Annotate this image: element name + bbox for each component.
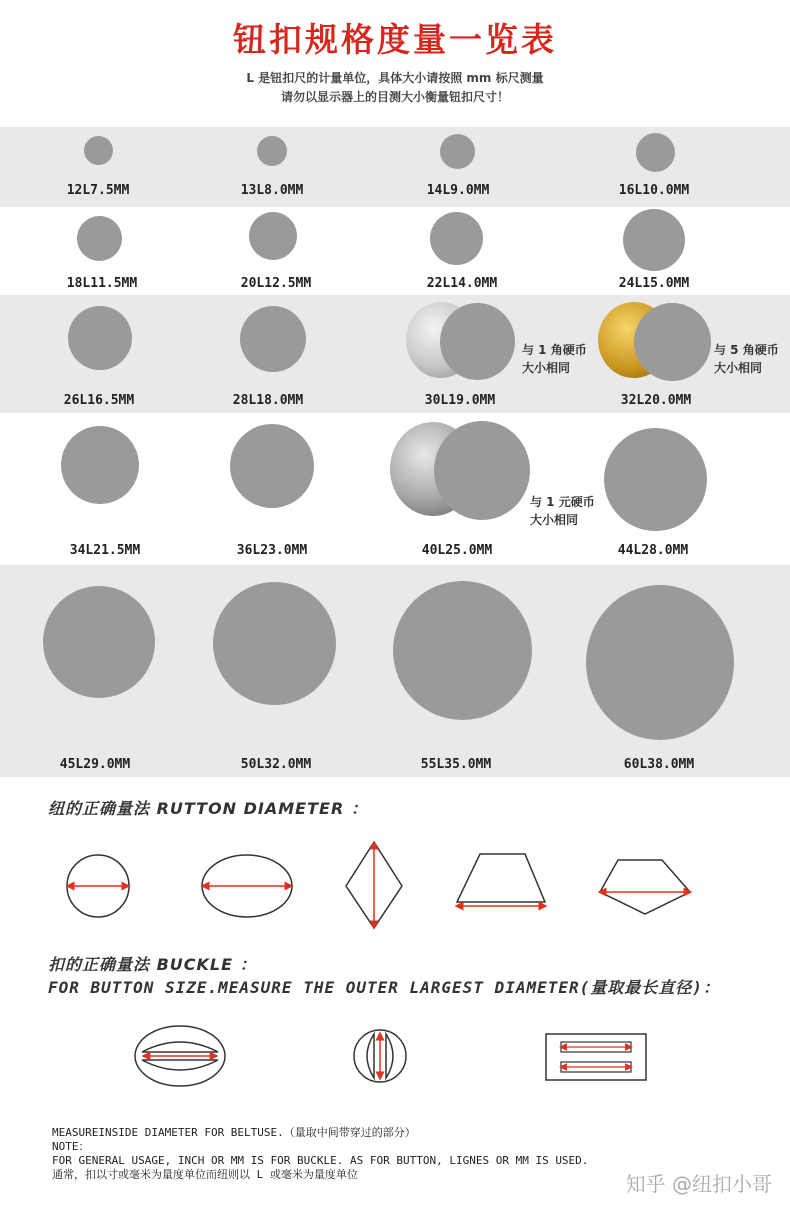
size-label: 22L14.0MM <box>426 276 498 291</box>
size-label: 45L29.0MM <box>59 757 131 772</box>
footnote-line-3: FOR GENERAL USAGE, INCH OR MM IS FOR BUCKLE. AS FOR BUTTON, LIGNES OR MM IS USED. <box>52 1154 589 1167</box>
button-circle-28l <box>240 306 306 372</box>
footnote-line-1: MEASUREINSIDE DIAMETER FOR BELTUSE.（量取中间带穿过的部分） <box>52 1126 416 1139</box>
button-circle-50l <box>213 582 336 705</box>
button-circle-60l <box>586 585 734 740</box>
size-label: 18L11.5MM <box>66 276 138 291</box>
button-circle-30l <box>440 303 515 380</box>
button-circle-12l <box>84 136 113 165</box>
button-circle-20l <box>249 212 297 260</box>
page-title: 钮扣规格度量一览表 <box>233 20 557 59</box>
size-label: 14L9.0MM <box>426 183 490 198</box>
button-circle-22l <box>430 212 483 265</box>
buckle-measure-instruction: FOR BUTTON SIZE.MEASURE THE OUTER LARGEST DIAMETER(量取最长直径)： <box>48 978 720 997</box>
buckle-measure-heading: 扣的正确量法 BUCKLE ： <box>48 955 257 974</box>
button-circle-36l <box>230 424 314 508</box>
size-label: 13L8.0MM <box>240 183 304 198</box>
button-circle-13l <box>257 136 287 166</box>
coin-note-line-1: 与 1 元硬币 <box>530 495 595 509</box>
button-circle-26l <box>68 306 132 370</box>
coin-note-line-1: 与 1 角硬币 <box>522 343 587 357</box>
button-circle-32l <box>634 303 711 381</box>
size-label: 12L7.5MM <box>66 183 130 198</box>
button-circle-40l <box>434 421 530 520</box>
size-label: 55L35.0MM <box>420 757 492 772</box>
size-label: 28L18.0MM <box>232 393 304 408</box>
button-circle-45l <box>43 586 155 698</box>
buckle-diagrams <box>0 1020 790 1100</box>
button-circle-24l <box>623 209 685 271</box>
subtitle-line-1: L 是钮扣尺的计量单位，具体大小请按照 mm 标尺测量 <box>246 71 544 85</box>
round-button-diagram <box>67 855 129 917</box>
button-circle-55l <box>393 581 532 720</box>
diamond-button-diagram <box>346 842 402 928</box>
button-circle-14l <box>440 134 475 169</box>
size-label: 16L10.0MM <box>618 183 690 198</box>
size-label: 60L38.0MM <box>623 757 695 772</box>
size-label: 26L16.5MM <box>63 393 135 408</box>
size-label: 20L12.5MM <box>240 276 312 291</box>
button-circle-16l <box>636 133 675 172</box>
coin-note-line-2: 大小相同 <box>714 361 763 375</box>
size-label: 40L25.0MM <box>421 543 493 558</box>
button-circle-34l <box>61 426 139 504</box>
size-label: 44L28.0MM <box>617 543 689 558</box>
trapezoid-button-diagram <box>457 854 545 906</box>
oval-button-diagram <box>202 855 292 917</box>
button-diagrams <box>0 830 790 940</box>
round-buckle-diagram <box>354 1030 406 1082</box>
zhihu-watermark: 知乎 @纽扣小哥 <box>625 1172 772 1196</box>
coin-note-line-2: 大小相同 <box>522 361 571 375</box>
button-circle-18l <box>77 216 122 261</box>
button-measure-heading: 纽的正确量法 RUTTON DIAMETER ： <box>48 799 368 818</box>
coin-note-line-1: 与 5 角硬币 <box>714 343 779 357</box>
coin-note-line-2: 大小相同 <box>530 513 579 527</box>
button-circle-44l <box>604 428 707 531</box>
footnote-line-2: NOTE： <box>52 1140 90 1153</box>
rectangle-buckle-diagram <box>546 1034 646 1080</box>
oval-buckle-diagram <box>135 1026 225 1086</box>
size-label: 50L32.0MM <box>240 757 312 772</box>
size-label: 34L21.5MM <box>69 543 141 558</box>
size-label: 30L19.0MM <box>424 393 496 408</box>
size-label: 32L20.0MM <box>620 393 692 408</box>
hexagon-button-diagram <box>600 860 690 914</box>
size-label: 24L15.0MM <box>618 276 690 291</box>
footnote-line-4: 通常，扣以寸或毫米为量度单位而纽则以 L 或毫米为量度单位 <box>52 1168 358 1181</box>
size-label: 36L23.0MM <box>236 543 308 558</box>
subtitle-line-2: 请勿以显示器上的目测大小衡量钮扣尺寸！ <box>280 90 509 104</box>
